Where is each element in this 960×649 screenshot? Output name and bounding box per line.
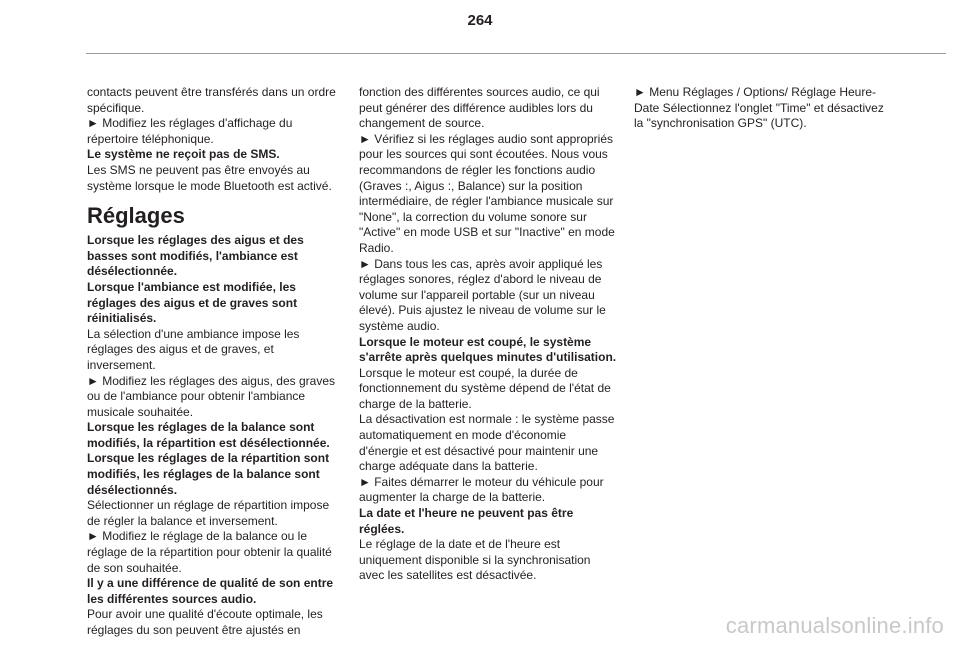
bold-paragraph: Il y a une différence de qualité de son entre les différentes sources audio.	[87, 576, 334, 606]
paragraph: Sélectionner un réglage de répartition impose de régler la balance et inversement.	[87, 498, 330, 528]
text-column-middle	[359, 85, 617, 584]
paragraph: ► Faites démarrer le moteur du véhicule pour augmenter la charge de la batterie.	[359, 474, 604, 505]
bold-paragraph: Lorsque les réglages de la balance sont modifiés, la répartition est désélectionnée.	[87, 420, 330, 450]
bold-paragraph: Lorsque le moteur est coupé, le système s'arrête après quelques minutes d'utilisation.	[359, 334, 617, 365]
bold-paragraph: Lorsque l'ambiance est modifiée, les réglages des aigus et de graves sont réinitialisés.	[87, 279, 298, 326]
paragraph: ► Modifiez les réglages d'affichage du répertoire téléphonique.	[87, 116, 293, 146]
header-divider	[86, 53, 946, 54]
paragraph: Les SMS ne peuvent pas être envoyés au système lorsque le mode Bluetooth est activé.	[87, 162, 332, 193]
paragraph: contacts peuvent être transférés dans un ordre spécifique.	[87, 85, 336, 115]
watermark: carmanualsonline.info	[725, 613, 944, 638]
paragraph: Le réglage de la date et de l'heure est uniquement disponible si la synchronisation avec les satellites est désactivée.	[359, 537, 591, 583]
paragraph: La désactivation est normale : le système passe automatiquement en mode d'économie d'énergie et est désactivé pour maintenir une charge adéquate dans la batterie.	[359, 412, 615, 474]
bold-paragraph: Lorsque les réglages de la répartition sont modifiés, les réglages de la balance sont désélectionnés.	[87, 451, 330, 497]
text-column-left	[87, 85, 345, 639]
paragraph: ► Modifiez les réglages des aigus, des graves ou de l'ambiance pour obtenir l'ambiance musicale souhaitée.	[87, 373, 336, 419]
paragraph: ► Menu Réglages / Options/ Réglage Heure-Date Sélectionnez l'onglet "Time" et désactivez la "synchronisation GPS" (UTC).	[634, 85, 884, 131]
section-heading: Réglages	[87, 203, 185, 229]
bold-paragraph: Lorsque les réglages des aigus et des basses sont modifiés, l'ambiance est désélectionnée.	[87, 233, 304, 279]
paragraph: La sélection d'une ambiance impose les réglages des aigus et de graves, et inversement.	[87, 326, 300, 372]
paragraph: ► Vérifiez si les réglages audio sont appropriés pour les sources qui sont écoutées. Nous vous recommandons de régler les fonctions audio (Graves :, Aigus :, Balance) sur la position intermédiaire, de régler l'ambiance musicale sur "None", la correction du volume sonore sur "Active" en mode USB et sur "Inactive" en mode Radio.	[359, 131, 615, 255]
page-number: 264	[467, 12, 493, 29]
text-column-right	[634, 85, 892, 132]
paragraph: fonction des différentes sources audio, ce qui peut générer des différence audibles lors du changement de source.	[359, 85, 600, 131]
paragraph: Lorsque le moteur est coupé, la durée de fonctionnement du système dépend de l'état de charge de la batterie.	[359, 365, 611, 411]
paragraph: ► Modifiez le réglage de la balance ou le réglage de la répartition pour obtenir la qualité de son souhaitée.	[87, 529, 332, 575]
bold-paragraph: Le système ne reçoit pas de SMS.	[87, 147, 280, 162]
paragraph: ► Dans tous les cas, après avoir appliqué les réglages sonores, réglez d'abord le niveau de volume sur l'appareil portable (sur un niveau élevé). Puis ajustez le niveau de volume sur le système audio.	[359, 256, 606, 333]
bold-paragraph: La date et l'heure ne peuvent pas être réglées.	[359, 506, 574, 536]
paragraph: Pour avoir une qualité d'écoute optimale, les réglages du son peuvent être ajustés en	[87, 607, 323, 637]
